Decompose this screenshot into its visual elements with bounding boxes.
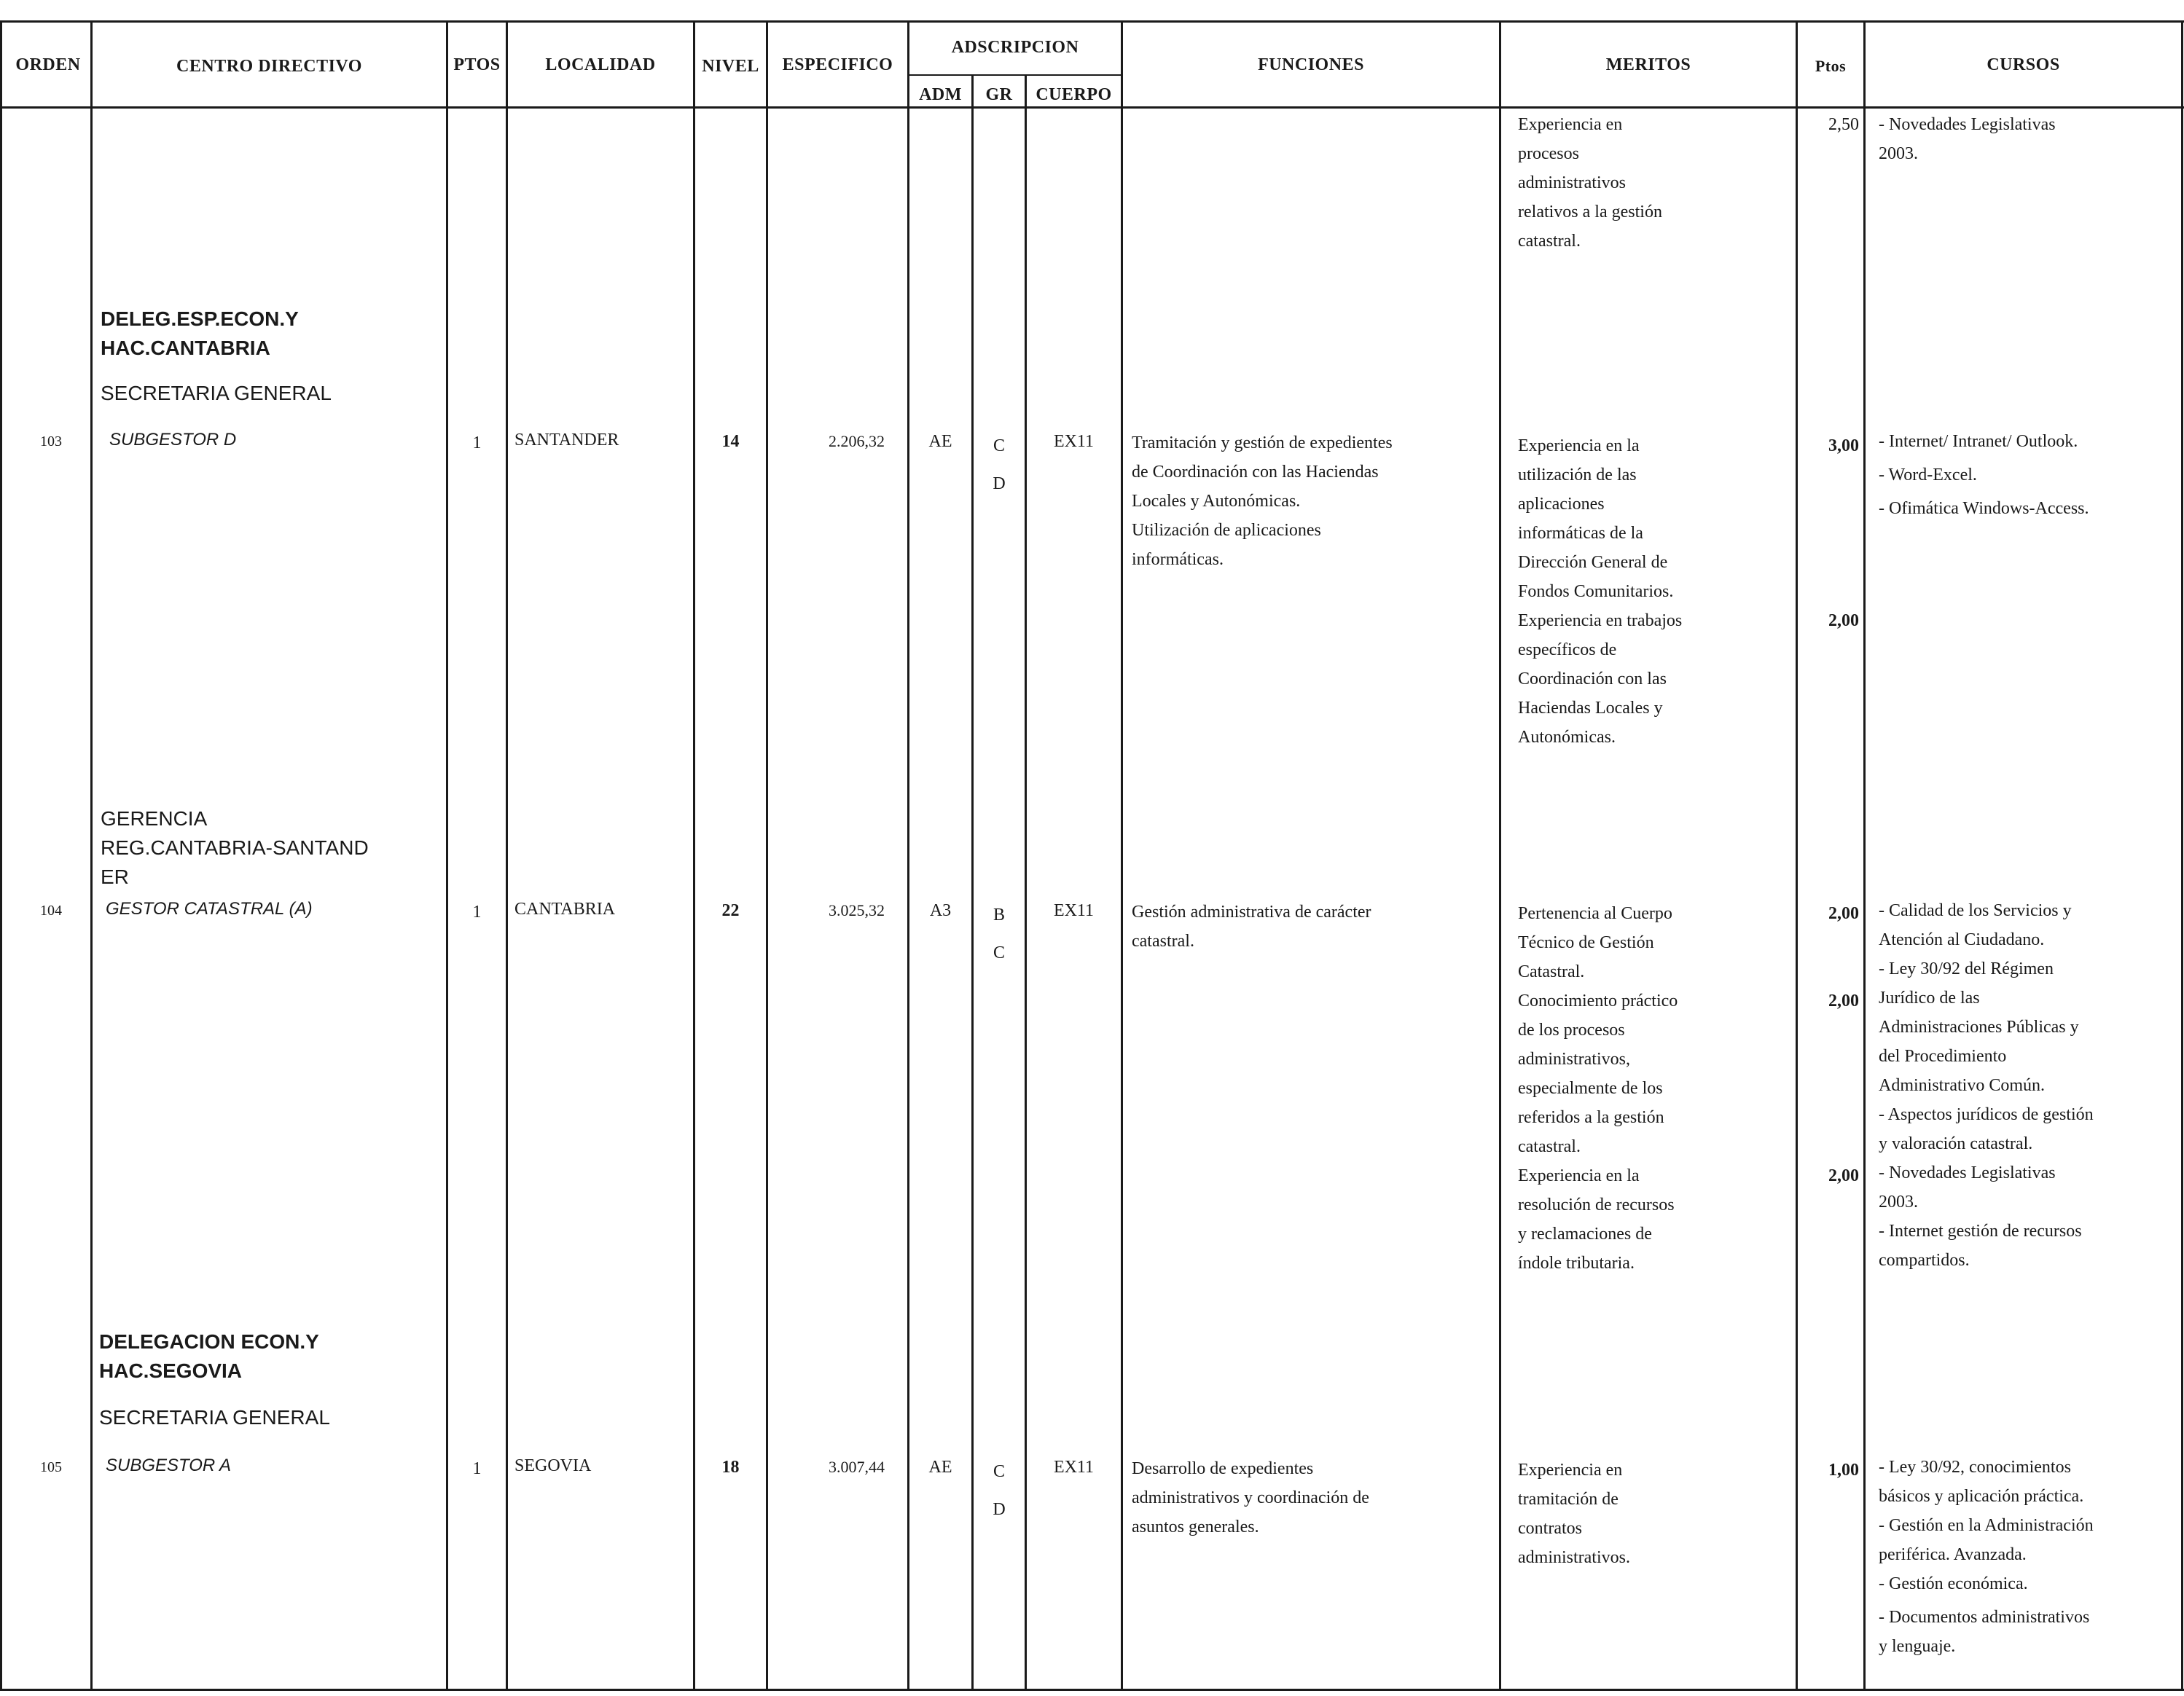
col-rule (506, 20, 508, 1691)
col-rule (1121, 20, 1123, 1691)
adscripcion-sub-rule (907, 74, 1121, 76)
merit-points: 2,00 (1828, 1166, 1859, 1185)
course-list: - Novedades Legislativas 2003. (1879, 115, 2056, 163)
position-title: SUBGESTOR A (106, 1456, 232, 1475)
col-rule (90, 20, 93, 1691)
localidad-value: SEGOVIA (514, 1456, 592, 1475)
header-orden: ORDEN (15, 55, 81, 74)
course-list: - Calidad de los Servicios y Atención al Ciudadano. - Ley 30/92 del Régimen Jurídico de las Administraciones Públicas y del Procedimiento Administrativo Común. - Aspectos jurídicos de gestión y valoración catastral. - Novedades Legislativas 2003. - Internet gestión de recursos compartidos. (1879, 901, 2094, 1270)
header-centro-directivo: CENTRO DIRECTIVO (176, 57, 362, 76)
merit-points: 1,00 (1828, 1461, 1859, 1480)
table-top-rule (0, 20, 2184, 23)
orden-number: 104 (40, 903, 62, 919)
orden-number: 103 (40, 433, 62, 449)
merit-points: 3,00 (1828, 436, 1859, 455)
position-title: SUBGESTOR D (109, 430, 237, 449)
localidad-value: SANTANDER (514, 431, 619, 449)
merit-text: Experiencia en procesos administrativos relativos a la gestión catastral. (1518, 115, 1662, 251)
organism-name: DELEG.ESP.ECON.Y HAC.CANTABRIA (101, 307, 299, 359)
adm-value: A3 (929, 901, 952, 920)
col-rule (693, 20, 695, 1691)
course-item: - Internet/ Intranet/ Outlook. (1879, 432, 2078, 451)
header-adm: ADM (919, 85, 962, 104)
col-rule (1863, 20, 1866, 1691)
header-funciones: FUNCIONES (1258, 55, 1364, 74)
localidad-value: CANTABRIA (514, 900, 616, 919)
cuerpo-value: EX11 (1053, 901, 1095, 920)
col-rule (446, 20, 448, 1691)
position-title: GESTOR CATASTRAL (A) (106, 899, 313, 919)
col-rule (0, 20, 2, 1691)
col-rule (907, 20, 909, 1691)
gr-value: C D (993, 1462, 1006, 1519)
header-ptos-meritos: Ptos (1815, 57, 1847, 75)
header-cuerpo: CUERPO (1036, 85, 1112, 104)
adm-value: AE (928, 1458, 952, 1477)
funciones-text: Desarrollo de expedientes administrativos y coordinación de asuntos generales. (1132, 1459, 1369, 1536)
organism-name: GERENCIA REG.CANTABRIA-SANTAND ER (101, 807, 369, 888)
especifico-value: 2.206,32 (829, 432, 885, 450)
course-list: - Ley 30/92, conocimientos básicos y aplicación práctica. - Gestión en la Administración periférica. Avanzada. - Gestión económica. (1879, 1458, 2094, 1593)
merit-text: Pertenencia al Cuerpo Técnico de Gestión Catastral. (1518, 904, 1672, 981)
cuerpo-value: EX11 (1053, 1458, 1095, 1477)
merit-points: 2,00 (1828, 992, 1859, 1010)
organism-name: DELEGACION ECON.Y HAC.SEGOVIA (99, 1330, 319, 1382)
header-nivel: NIVEL (702, 57, 759, 76)
nivel-value: 14 (721, 432, 740, 451)
merit-text: Conocimiento práctico de los procesos administrativos, especialmente de los referidos a la gestión catastral. (1518, 992, 1678, 1156)
ptos-value: 1 (472, 1459, 482, 1478)
header-adscripcion: ADSCRIPCION (951, 38, 1079, 57)
col-rule (766, 20, 768, 1691)
section-name: SECRETARIA GENERAL (99, 1406, 330, 1429)
nivel-value: 18 (721, 1458, 740, 1477)
course-list: - Documentos administrativos y lenguaje. (1879, 1608, 2090, 1656)
header-bottom-rule (0, 106, 2184, 109)
header-localidad: LOCALIDAD (545, 55, 656, 74)
header-cursos: CURSOS (1987, 55, 2060, 74)
gr-value: B C (993, 906, 1005, 962)
header-ptos: PTOS (453, 55, 501, 74)
merit-points: 2,50 (1828, 115, 1859, 134)
nivel-value: 22 (721, 901, 740, 920)
course-item: - Word-Excel. (1879, 466, 1977, 484)
header-especifico: ESPECIFICO (782, 55, 893, 74)
col-rule (1499, 20, 1501, 1691)
especifico-value: 3.025,32 (829, 901, 885, 919)
col-rule (2181, 20, 2183, 1691)
funciones-text: Gestión administrativa de carácter catastral. (1132, 903, 1371, 951)
merit-text: Experiencia en la resolución de recursos y reclamaciones de índole tributaria. (1518, 1166, 1675, 1273)
orden-number: 105 (40, 1459, 62, 1475)
col-rule (1025, 74, 1027, 1691)
especifico-value: 3.007,44 (829, 1458, 885, 1476)
course-item: - Ofimática Windows-Access. (1879, 499, 2089, 518)
merit-points: 2,00 (1828, 904, 1859, 923)
header-meritos: MERITOS (1605, 55, 1691, 74)
col-rule (1796, 20, 1798, 1691)
ptos-value: 1 (472, 433, 482, 452)
col-rule (971, 74, 974, 1691)
cuerpo-value: EX11 (1053, 432, 1095, 451)
adm-value: AE (928, 432, 952, 451)
merit-points: 2,00 (1828, 611, 1859, 630)
merit-text: Experiencia en la utilización de las aplicaciones informáticas de la Dirección General de Fondos Comunitarios. (1518, 436, 1674, 601)
header-gr: GR (985, 85, 1013, 104)
merit-text: Experiencia en trabajos específicos de Coordinación con las Haciendas Locales y Autonómicas. (1518, 611, 1683, 747)
funciones-text: Tramitación y gestión de expedientes de Coordinación con las Haciendas Locales y Autonómicas. Utilización de aplicaciones informáticas. (1132, 433, 1393, 569)
table-bottom-rule (0, 1689, 2184, 1691)
merit-text: Experiencia en tramitación de contratos administrativos. (1518, 1461, 1630, 1567)
ptos-value: 1 (472, 903, 482, 922)
gr-value: C D (993, 436, 1006, 493)
section-name: SECRETARIA GENERAL (101, 382, 332, 404)
